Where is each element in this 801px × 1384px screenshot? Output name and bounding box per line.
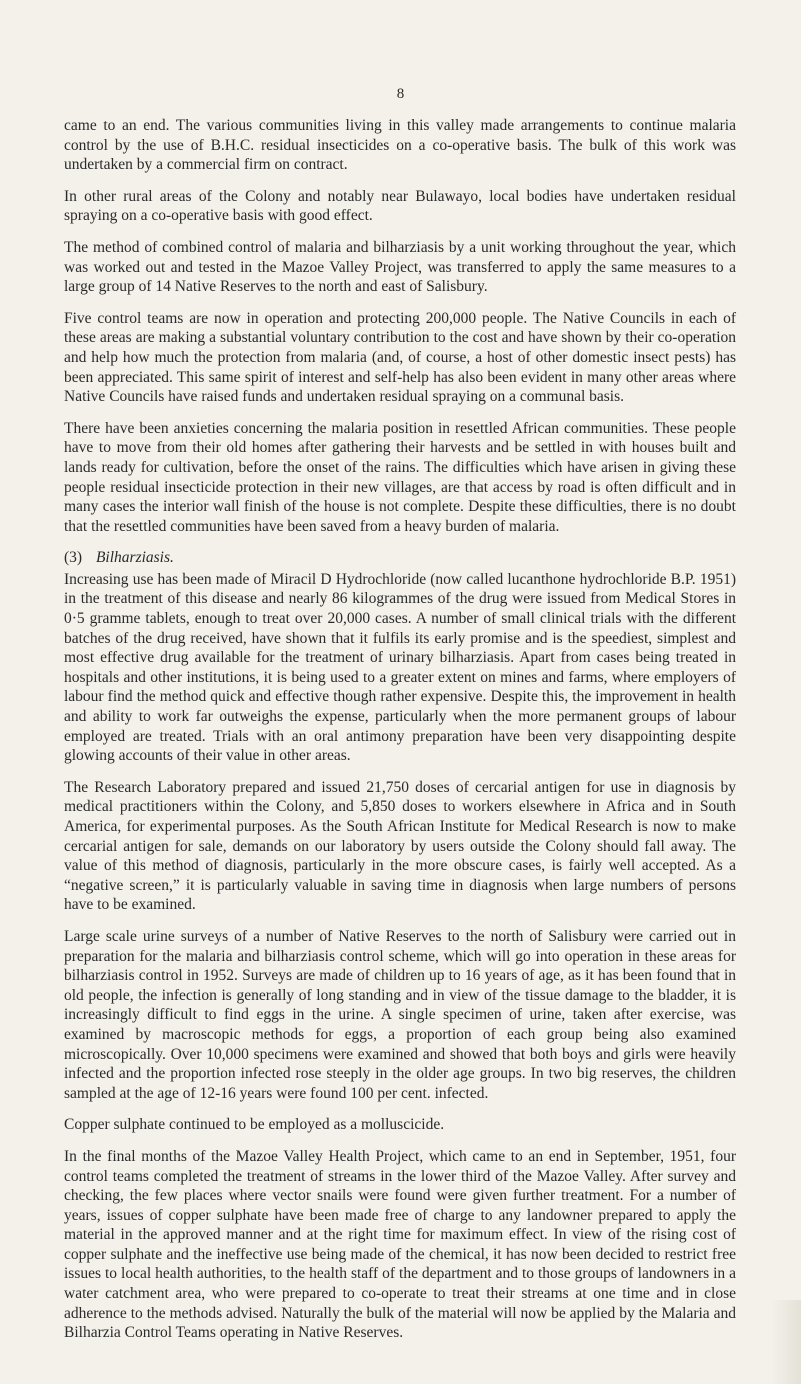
section-heading bbox=[64, 548, 736, 568]
paragraph: came to an end. The various communities living in this valley made arrangements to continue malaria control by the use of B.H.C. residual insecticides on a co-operative basis. The bulk of this work was undertaken by a commercial firm on contract. bbox=[64, 117, 736, 174]
body-text bbox=[64, 116, 736, 1355]
paragraph: In the final months of the Mazoe Valley Health Project, which came to an end in September, 1951, four control teams completed the treatment of streams in the lower third of the Mazoe Valley. After survey and checking, the few places where vector snails were found were given further treatment. For a number of years, issues of copper sulphate have been made free of charge to any landowner prepared to apply the material in the approved manner and at the right time for maximum effect. In view of the rising cost of copper sulphate and the ineffective use being made of the chemical, it has now been decided to restrict free issues to local health authorities, to the health staff of the department and to those groups of landowners in a water catchment area, who were prepared to co-operate to treat their streams at one time and in close adherence to the methods advised. Naturally the bulk of the material will now be applied by the Malaria and Bilharzia Control Teams operating in Native Reserves. bbox=[64, 1147, 736, 1342]
page-edge-smudge bbox=[771, 1300, 801, 1384]
paragraph: In other rural areas of the Colony and notably near Bulawayo, local bodies have undertaken residual spraying on a co-operative basis with good effect. bbox=[64, 187, 736, 225]
paragraph: Increasing use has been made of Miracil D Hydrochloride (now called lucanthone hydrochloride B.P. 1951) in the treatment of this disease and nearly 86 kilogrammes of the drug were issued from Medical Stores in 0·5 gramme tablets, enough to treat over 20,000 cases. A number of small clinical trials with the different batches of the drug received, have shown that it fulfils its early promise and is the speediest, simplest and most effective drug available for the treatment of urinary bilharziasis. Apart from cases being treated in hospitals and other institutions, it is being used to a greater extent on mines and farms, where employers of labour find the method quick and effective though rather expensive. Despite this, the improvement in health and ability to work far outweighs the expense, particularly when the more permanent groups of labour employed are treated. Trials with an oral antimony preparation have been very disappointing despite glowing accounts of their value in other areas. bbox=[64, 570, 736, 765]
paragraph: Copper sulphate continued to be employed as a molluscicide. bbox=[64, 1116, 445, 1134]
paragraph: The method of combined control of malaria and bilharziasis by a unit working throughout the year, which was worked out and tested in the Mazoe Valley Project, was transferred to apply the same measures to a large group of 14 Native Reserves to the north and east of Salisbury. bbox=[64, 238, 736, 296]
section-title: Bilharziasis. bbox=[95, 549, 174, 567]
paragraph: Five control teams are now in operation and protecting 200,000 people. The Native Councils in each of these areas are making a substantial voluntary contribution to the cost and have shown by their co-operation and help how much the protection from malaria (and, of course, a host of other domestic insect pests) has been appreciated. This same spirit of interest and self-help has also been evident in many other areas where Native Councils have raised funds and undertaken residual spraying on a communal basis. bbox=[64, 309, 736, 406]
page-number: 8 bbox=[396, 86, 405, 102]
section-number: (3) bbox=[64, 549, 83, 567]
paragraph: There have been anxieties concerning the malaria position in resettled African communities. These people have to move from their old homes after gathering their harvests and be settled in with houses built and lands ready for cultivation, before the onset of the rains. The difficulties which have arisen in giving these people residual insecticide protection in their new villages, are that access by road is often difficult and in many cases the interior wall finish of the house is not complete. Despite these difficulties, there is no doubt that the resettled communities have been saved from a heavy burden of malaria. bbox=[64, 419, 736, 535]
paragraph: Large scale urine surveys of a number of Native Reserves to the north of Salisbury were carried out in preparation for the malaria and bilharziasis control scheme, which will go into operation in these areas for bilharziasis control in 1952. Surveys are made of children up to 16 years of age, as it has been found that in old people, the infection is generally of long standing and in view of the tissue damage to the bladder, it is increasingly difficult to find eggs in the urine. A single specimen of urine, taken after exercise, was examined by macroscopic methods for eggs, a proportion of each group being also examined microscopically. Over 10,000 specimens were examined and showed that both boys and girls were heavily infected and the proportion infected rose steeply in the older age groups. In two big reserves, the children sampled at the age of 12-16 years were found 100 per cent. infected. bbox=[64, 927, 736, 1102]
paragraph: The Research Laboratory prepared and issued 21,750 doses of cercarial antigen for use in diagnosis by medical practitioners within the Colony, and 5,850 doses to workers elsewhere in Africa and in South America, for experimental purposes. As the South African Institute for Medical Research is now to make cercarial antigen for sale, demands on our laboratory by users outside the Colony should fall away. The value of this method of diagnosis, particularly in the more obscure cases, is fairly well accepted. As a “negative screen,” it is particularly valuable in saving time in diagnosis when large numbers of persons have to be examined. bbox=[64, 778, 736, 914]
